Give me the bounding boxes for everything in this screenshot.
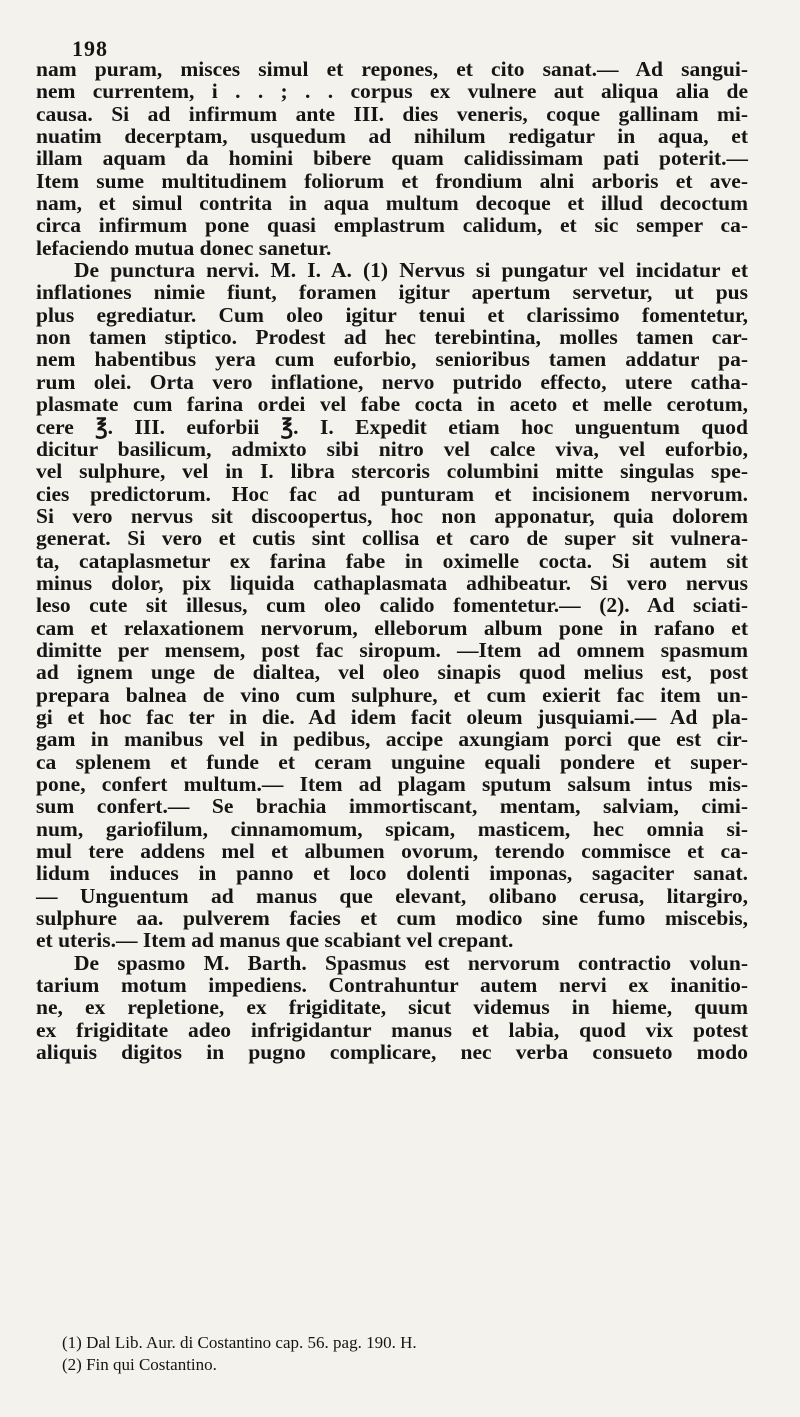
text-line: sum confert.— Se brachia immortiscant, mentam, salviam, cimi- [36, 794, 748, 819]
text-line: plasmate cum farina ordei vel fabe cocta in aceto et melle cerotum, [36, 392, 748, 417]
text-line: causa. Si ad infirmum ante III. dies veneris, coque gallinam mi- [36, 101, 748, 126]
text-line: gi et hoc fac ter in die. Ad idem facit oleum jusquiami.— Ad pla- [36, 704, 748, 729]
page-number: 198 [72, 36, 108, 61]
text-line: minus dolor, pix liquida cathaplasmata adhibeatur. Si vero nervus [36, 570, 748, 595]
text-line: cam et relaxationem nervorum, elleborum album pone in rafano et [36, 615, 748, 640]
footnote: (1) Dal Lib. Aur. di Costantino cap. 56. pag. 190. H. [62, 1333, 417, 1352]
text-line: gam in manibus vel in pedibus, accipe axungiam porci que est cir- [36, 727, 748, 752]
text-line: Si vero nervus sit discoopertus, hoc non apponatur, quia dolorem [36, 503, 748, 528]
text-line: prepara balnea de vino cum sulphure, et cum exierit fac item un- [36, 682, 748, 707]
text-line: De spasmo M. Barth. Spasmus est nervorum contractio volun- [74, 950, 748, 975]
text-line: ta, cataplasmetur ex farina fabe in oximelle cocta. Si autem sit [36, 548, 748, 573]
text-line: nuatim decerptam, usquedum ad nihilum redigatur in aqua, et [36, 124, 748, 149]
text-line: dicitur basilicum, admixto sibi nitro vel calce viva, vel euforbio, [36, 436, 748, 461]
text-line: mul tere addens mel et albumen ovorum, terendo commisce et ca- [36, 839, 748, 864]
text-line: Item sume multitudinem foliorum et frondium alni arboris et ave- [36, 168, 748, 193]
page-body [36, 58, 748, 1063]
footnotes [62, 1332, 742, 1376]
text-line: cere ℥. III. euforbii ℥. I. Expedit etiam hoc unguentum quod [36, 414, 748, 439]
text-line: — Unguentum ad manus que elevant, olibano cerusa, litargiro, [36, 883, 748, 908]
text-line: circa infirmum pone quasi emplastrum calidum, et sic semper ca- [36, 213, 748, 238]
text-line: tarium motum impediens. Contrahuntur autem nervi ex inanitio- [36, 973, 748, 998]
text-line: ex frigiditate adeo infrigidantur manus et labia, quod vix potest [36, 1017, 748, 1042]
text-line: ca splenem et funde et ceram unguine equali pondere et super- [36, 749, 748, 774]
text-line: pone, confert multum.— Item ad plagam sputum salsum intus mis- [36, 772, 748, 796]
text-line: et uteris.— Item ad manus que scabiant vel crepant. [36, 928, 514, 953]
text-line: inflationes nimie fiunt, foramen igitur apertum servetur, ut pus [36, 280, 748, 305]
text-line: sulphure aa. pulverem facies et cum modico sine fumo miscebis, [36, 906, 748, 931]
text-line: lefaciendo mutua donec sanetur. [36, 235, 332, 260]
text-line: nem currentem, i . . ; . . corpus ex vulnere aut aliqua alia de [36, 79, 748, 104]
text-line: dimitte per mensem, post fac siropum. —Item ad omnem spasmum [36, 637, 748, 662]
text-line: non tamen stiptico. Prodest ad hec terebintina, molles tamen car- [36, 325, 748, 350]
text-line: num, gariofilum, cinnamomum, spicam, masticem, hec omnia si- [36, 816, 748, 841]
text-line: illam aquam da homini bibere quam calidissimam pati poterit.— [36, 146, 748, 171]
text-line: lidum induces in panno et loco dolenti imponas, sagaciter sanat. [36, 861, 748, 886]
text-line: nem habentibus yera cum euforbio, senioribus tamen addatur pa- [36, 347, 748, 372]
text-line: aliquis digitos in pugno complicare, nec verba consueto modo [36, 1040, 748, 1065]
footnote: (2) Fin qui Costantino. [62, 1355, 217, 1374]
text-line: generat. Si vero et cutis sint collisa et caro de super sit vulnera- [36, 526, 748, 551]
text-line: cies predictorum. Hoc fac ad punturam et incisionem nervorum. [36, 481, 748, 506]
text-line: ad ignem unge de dialtea, vel oleo sinapis quod melius est, post [36, 660, 748, 685]
text-line: leso cute sit illesus, cum oleo calido fomentetur.— (2). Ad sciati- [36, 593, 748, 618]
text-line: De punctura nervi. M. I. A. (1) Nervus si pungatur vel incidatur et [74, 258, 748, 283]
text-line: plus egrediatur. Cum oleo igitur tenui et clarissimo fomentetur, [36, 302, 748, 327]
text-line: vel sulphure, vel in I. libra stercoris columbini mitte singulas spe- [36, 459, 748, 484]
text-line: ne, ex repletione, ex frigiditate, sicut videmus in hieme, quum [36, 995, 748, 1020]
text-line: nam, et simul contrita in aqua multum decoque et illud decoctum [36, 191, 748, 216]
text-line: nam puram, misces simul et repones, et cito sanat.— Ad sangui- [36, 57, 748, 81]
text-line: rum olei. Orta vero inflatione, nervo putrido effecto, utere catha- [36, 369, 748, 394]
